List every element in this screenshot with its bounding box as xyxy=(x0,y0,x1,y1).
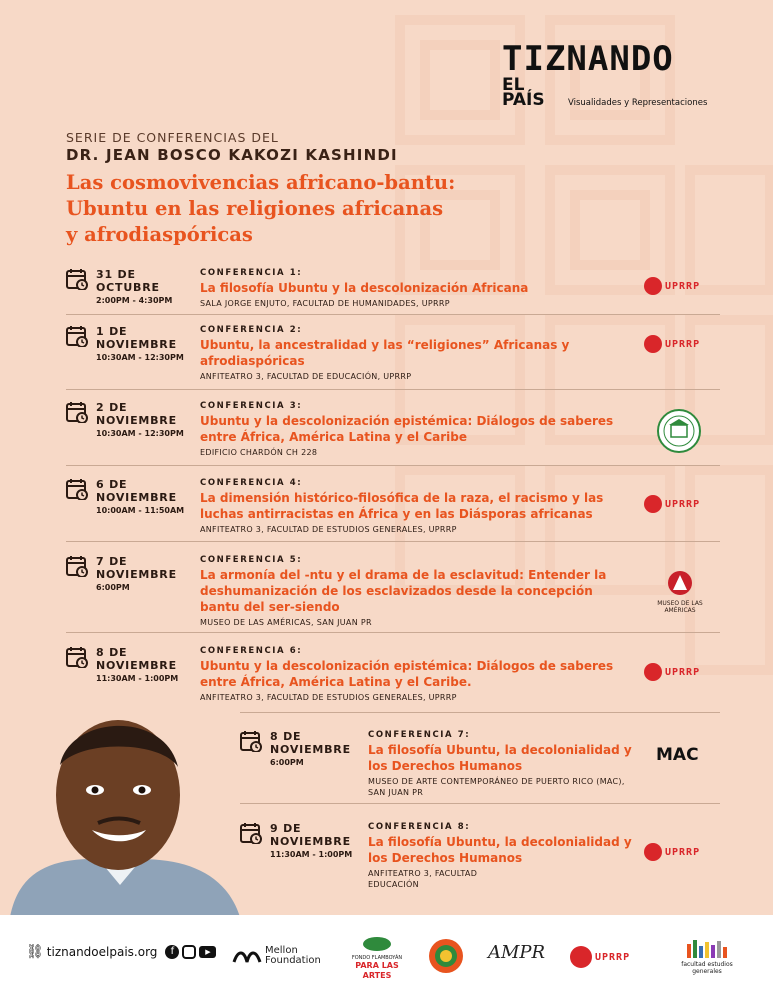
facebook-icon[interactable]: f xyxy=(165,945,179,959)
uprrp-footer-logo: UPRRP xyxy=(570,946,630,968)
conference-date: 31 DE OCTUBRE xyxy=(96,268,160,294)
conference-label: CONFERENCIA 6: xyxy=(200,646,303,656)
conference-title: La dimensión histórico-filosófica de la raza, el racismo y las luchas antirracistas en África y en las Diásporas africanas xyxy=(200,491,604,521)
conference-label: CONFERENCIA 8: xyxy=(368,822,471,832)
conference-item xyxy=(66,555,636,628)
brand-tagline: Visualidades y Representaciones xyxy=(568,98,708,108)
conference-title: Ubuntu, la ancestralidad y las “religiones” Africanas y afrodiaspóricas xyxy=(200,338,570,368)
uprrp-logo: UPRRP xyxy=(644,663,700,681)
conference-location: MUSEO DE LAS AMÉRICAS, SAN JUAN PR xyxy=(200,618,372,627)
conference-item xyxy=(66,325,636,382)
uprrp-logo: UPRRP xyxy=(644,277,700,295)
conference-time: 10:00AM - 11:50AM xyxy=(96,506,185,515)
conference-date: 7 DE NOVIEMBRE xyxy=(96,555,177,581)
divider xyxy=(66,632,720,633)
speaker-photo xyxy=(0,695,245,917)
conference-label: CONFERENCIA 3: xyxy=(200,401,303,411)
divider xyxy=(66,389,720,390)
conference-label: CONFERENCIA 1: xyxy=(200,268,303,278)
website-link[interactable]: ⛓ tiznandoelpais.org f ▶ xyxy=(26,944,216,960)
calendar-clock-icon xyxy=(66,325,88,347)
mellon-logo: Mellon Foundation xyxy=(232,946,321,966)
conference-date: 8 DE NOVIEMBRE xyxy=(270,730,351,756)
series-title: Las cosmovivencias africano-bantu: Ubuntu en las religiones africanas y afrodiaspóricas xyxy=(66,171,456,246)
calendar-clock-icon xyxy=(66,401,88,423)
conference-label: CONFERENCIA 7: xyxy=(368,730,471,740)
conference-title: Ubuntu y la descolonización epistémica: Diálogos de saberes entre África, América Latina y el Caribe xyxy=(200,414,614,444)
conference-date: 1 DE NOVIEMBRE xyxy=(96,325,177,351)
series-pre: SERIE DE CONFERENCIAS DEL xyxy=(66,130,279,145)
brand-name: TIZNANDO xyxy=(502,39,674,79)
flamboyan-logo: FONDO FLAMBOYÁN PARA LAS ARTES xyxy=(344,936,410,981)
divider xyxy=(66,541,720,542)
conference-item xyxy=(240,730,640,798)
brand-logo xyxy=(502,39,742,110)
partner-logo xyxy=(428,938,464,974)
conference-location: MUSEO DE ARTE CONTEMPORÁNEO DE PUERTO RICO (MAC), SAN JUAN PR xyxy=(368,777,625,797)
calendar-clock-icon xyxy=(66,646,88,668)
conference-label: CONFERENCIA 5: xyxy=(200,555,303,565)
conference-date: 9 DE NOVIEMBRE xyxy=(270,822,351,848)
conference-title: La filosofía Ubuntu y la descolonización Africana xyxy=(200,281,529,295)
brand-sub: EL PAÍS xyxy=(502,75,545,110)
calendar-clock-icon xyxy=(240,822,262,844)
calendar-clock-icon xyxy=(240,730,262,752)
university-seal-logo xyxy=(656,408,702,454)
conference-time: 11:30AM - 1:00PM xyxy=(270,850,353,859)
divider xyxy=(240,712,720,713)
mac-logo: MAC xyxy=(656,745,699,765)
conference-title: La filosofía Ubuntu, la decolonialidad y los Derechos Humanos xyxy=(368,835,632,865)
calendar-clock-icon xyxy=(66,268,88,290)
conference-item xyxy=(66,268,636,309)
instagram-icon[interactable] xyxy=(182,945,196,959)
conference-date: 6 DE NOVIEMBRE xyxy=(96,478,177,504)
conference-label: CONFERENCIA 2: xyxy=(200,325,303,335)
conference-date: 8 DE NOVIEMBRE xyxy=(96,646,177,672)
conference-location: ANFITEATRO 3, FACULTAD DE EDUCACIÓN, UPRRP xyxy=(200,372,412,381)
ampr-logo: AMPR xyxy=(488,942,546,963)
calendar-clock-icon xyxy=(66,555,88,577)
uprrp-logo: UPRRP xyxy=(644,335,700,353)
divider xyxy=(240,803,720,804)
conference-date: 2 DE NOVIEMBRE xyxy=(96,401,177,427)
museo-americas-logo: MUSEO DE LAS AMÉRICAS xyxy=(652,570,708,614)
divider xyxy=(66,314,720,315)
calendar-clock-icon xyxy=(66,478,88,500)
conference-time: 10:30AM - 12:30PM xyxy=(96,353,184,362)
conference-time: 11:30AM - 1:00PM xyxy=(96,674,179,683)
conference-location: SALA JORGE ENJUTO, FACULTAD DE HUMANIDADES, UPRRP xyxy=(200,299,450,308)
conference-item xyxy=(66,401,636,458)
conference-location: ANFITEATRO 3, FACULTAD DE ESTUDIOS GENERALES, UPRRP xyxy=(200,525,457,534)
conference-title: Ubuntu y la descolonización epistémica: Diálogos de saberes entre África, América Latina y el Caribe. xyxy=(200,659,614,689)
uprrp-logo: UPRRP xyxy=(644,495,700,513)
conference-location: ANFITEATRO 3, FACULTAD EDUCACIÓN xyxy=(368,869,478,889)
facultad-logo: facultad estudios generales xyxy=(674,940,740,975)
conference-item xyxy=(66,478,636,535)
conference-item xyxy=(240,822,640,890)
link-icon: ⛓ xyxy=(26,944,44,960)
conference-time: 2:00PM - 4:30PM xyxy=(96,296,173,305)
divider xyxy=(66,465,720,466)
conference-label: CONFERENCIA 4: xyxy=(200,478,303,488)
conference-title: La armonía del -ntu y el drama de la esclavitud: Entender la deshumanización de los esclavizados desde la concepción bantu del ser-siendo xyxy=(200,568,607,614)
youtube-icon[interactable]: ▶ xyxy=(199,946,216,958)
conference-title: La filosofía Ubuntu, la decolonialidad y los Derechos Humanos xyxy=(368,743,632,773)
speaker-name: DR. JEAN BOSCO KAKOZI KASHINDI xyxy=(66,146,398,164)
conference-time: 6:00PM xyxy=(270,758,304,767)
conference-location: ANFITEATRO 3, FACULTAD DE ESTUDIOS GENERALES, UPRRP xyxy=(200,693,457,702)
conference-location: EDIFICIO CHARDÓN CH 228 xyxy=(200,448,318,457)
conference-time: 10:30AM - 12:30PM xyxy=(96,429,184,438)
series-heading xyxy=(66,130,606,248)
uprrp-logo: UPRRP xyxy=(644,843,700,861)
conference-time: 6:00PM xyxy=(96,583,130,592)
